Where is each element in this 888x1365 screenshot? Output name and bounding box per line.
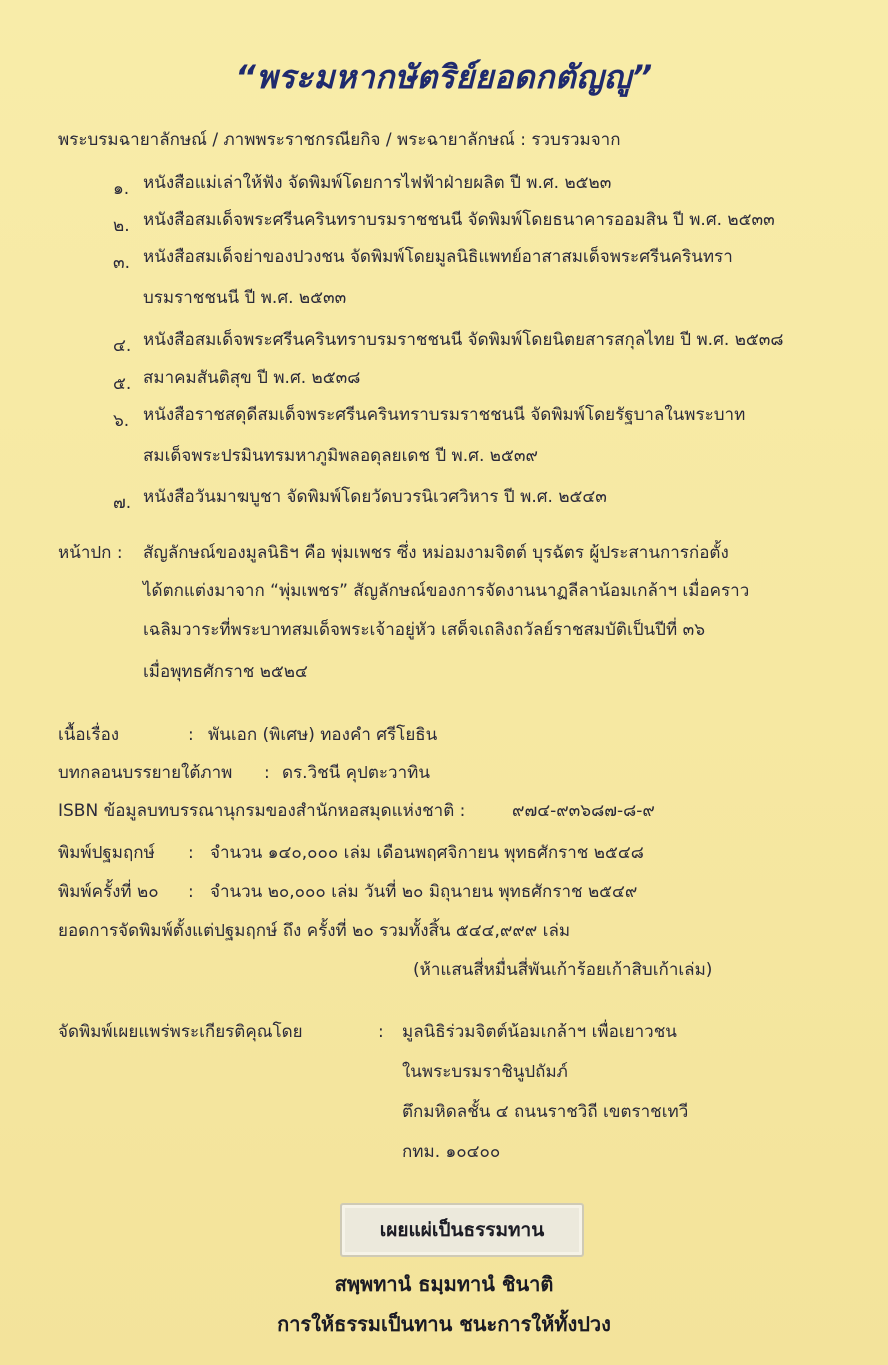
- publisher-label: จัดพิมพ์เผยแพร่พระเกียรติคุณโดย: [58, 1022, 303, 1042]
- isbn-value: ๙๗๔-๙๓๖๘๗-๘-๙: [512, 801, 655, 821]
- colon-separator: :: [188, 843, 194, 863]
- footer-thai-verse: การให้ธรรมเป็นทาน ชนะการให้ทั้งปวง: [277, 1312, 611, 1336]
- footer-pali-verse: สพฺพทานํ ธมฺมทานํ ชินาติ: [334, 1272, 554, 1296]
- cover-line: ได้ตกแต่งมาจาก “พุ่มเพชร” สัญลักษณ์ของการจัดงานนาฏลีลาน้อมเกล้าฯ เมื่อคราว: [143, 581, 750, 601]
- poem-value: ดร.วิชนี คุปตะวาทิน: [282, 763, 430, 783]
- source-item: หนังสือวันมาฆบูชา จัดพิมพ์โดยวัดบวรนิเวศวิหาร ปี พ.ศ. ๒๕๔๓: [143, 487, 607, 507]
- isbn-label: ISBN ข้อมูลบทบรรณานุกรมของสำนักหอสมุดแห่งชาติ :: [58, 801, 466, 821]
- page-title: “พระมหากษัตริย์ยอดกตัญญู”: [235, 58, 653, 96]
- colon-separator: :: [264, 763, 270, 783]
- source-number: ๖.: [113, 411, 130, 431]
- total-printed: ยอดการจัดพิมพ์ตั้งแต่ปฐมฤกษ์ ถึง ครั้งที่ ๒๐ รวมทั้งสิ้น ๕๔๔,๙๙๙ เล่ม: [58, 921, 571, 941]
- publisher-line: ในพระบรมราชินูปถัมภ์: [402, 1062, 568, 1082]
- source-number: ๔.: [113, 336, 132, 356]
- colon-separator: :: [188, 725, 194, 745]
- cover-line: เฉลิมวาระที่พระบาทสมเด็จพระเจ้าอยู่หัว เสด็จเถลิงถวัลย์ราชสมบัติเป็นปีที่ ๓๖: [143, 620, 705, 640]
- source-item: หนังสือราชสดุดีสมเด็จพระศรีนครินทราบรมราชชนนี จัดพิมพ์โดยรัฐบาลในพระบาท: [143, 405, 746, 425]
- poem-label: บทกลอนบรรยายใต้ภาพ: [58, 763, 233, 783]
- source-number: ๒.: [113, 216, 130, 236]
- source-item: สมาคมสันติสุข ปี พ.ศ. ๒๕๓๘: [143, 368, 361, 388]
- publisher-line: มูลนิธิร่วมจิตต์น้อมเกล้าฯ เพื่อเยาวชน: [402, 1022, 677, 1042]
- source-number: ๕.: [113, 374, 132, 394]
- source-number: ๑.: [113, 179, 130, 199]
- print20-label: พิมพ์ครั้งที่ ๒๐: [58, 882, 159, 902]
- dharma-banner: เผยแผ่เป็นธรรมทาน: [340, 1203, 584, 1257]
- publisher-line: กทม. ๑๐๔๐๐: [402, 1142, 501, 1162]
- cover-label: หน้าปก :: [58, 543, 123, 563]
- first-print-value: จำนวน ๑๔๐,๐๐๐ เล่ม เดือนพฤศจิกายน พุทธศักราช ๒๕๔๘: [210, 843, 644, 863]
- colon-separator: :: [188, 882, 194, 902]
- cover-line: สัญลักษณ์ของมูลนิธิฯ คือ พุ่มเพชร ซึ่ง หม่อมงามจิตต์ บุรฉัตร ผู้ประสานการก่อตั้ง: [143, 543, 729, 563]
- total-printed-words: (ห้าแสนสี่หมื่นสี่พันเก้าร้อยเก้าสิบเก้าเล่ม): [413, 960, 713, 980]
- colon-separator: :: [378, 1022, 384, 1042]
- story-label: เนื้อเรื่อง: [58, 725, 120, 745]
- source-number: ๗.: [113, 493, 132, 513]
- cover-line: เมื่อพุทธศักราช ๒๕๒๔: [143, 662, 308, 682]
- story-value: พันเอก (พิเศษ) ทองคำ ศรีโยธิน: [208, 725, 438, 745]
- source-item: หนังสือสมเด็จพระศรีนครินทราบรมราชชนนี จัดพิมพ์โดยธนาคารออมสิน ปี พ.ศ. ๒๕๓๓: [143, 210, 775, 230]
- print20-value: จำนวน ๒๐,๐๐๐ เล่ม วันที่ ๒๐ มิถุนายน พุทธศักราช ๒๕๔๙: [210, 882, 638, 902]
- publisher-line: ตึกมหิดลชั้น ๔ ถนนราชวิถี เขตราชเทวี: [402, 1102, 689, 1122]
- source-item: หนังสือสมเด็จย่าของปวงชน จัดพิมพ์โดยมูลนิธิแพทย์อาสาสมเด็จพระศรีนครินทรา: [143, 247, 733, 267]
- source-number: ๓.: [113, 253, 131, 273]
- first-print-label: พิมพ์ปฐมฤกษ์: [58, 843, 155, 863]
- source-item: หนังสือสมเด็จพระศรีนครินทราบรมราชชนนี จัดพิมพ์โดยนิตยสารสกุลไทย ปี พ.ศ. ๒๕๓๘: [143, 330, 784, 350]
- source-item: หนังสือแม่เล่าให้ฟัง จัดพิมพ์โดยการไฟฟ้าฝ่ายผลิต ปี พ.ศ. ๒๕๒๓: [143, 173, 612, 193]
- source-item-continued: สมเด็จพระปรมินทรมหาภูมิพลอดุลยเดช ปี พ.ศ. ๒๕๓๙: [143, 446, 538, 466]
- source-item-continued: บรมราชชนนี ปี พ.ศ. ๒๕๓๓: [143, 288, 347, 308]
- sources-intro: พระบรมฉายาลักษณ์ / ภาพพระราชกรณียกิจ / พระฉายาลักษณ์ : รวบรวมจาก: [58, 130, 621, 150]
